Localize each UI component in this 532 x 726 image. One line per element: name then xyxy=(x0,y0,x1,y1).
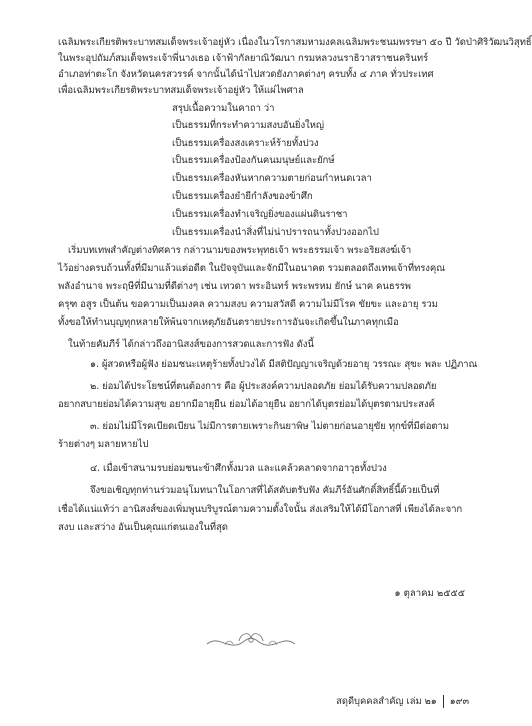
benefit-3-line-1: ๓. ย่อมไม่มีโรคเบียดเบียน ไม่มีการตายเพราะกินยาพิษ ไม่ตายก่อนอายุขัย ทุกข์ที่มีต่อตาม xyxy=(90,421,449,432)
footer-divider xyxy=(443,695,444,708)
closing-line-1: จึงขอเชิญทุกท่านร่วมอนุโมทนาในโอกาสที่ได้สดับตรับฟัง คัมภีร์อันศักดิ์สิทธิ์นี้ด้วยเป็นที่ xyxy=(90,485,440,496)
book-title: สดุดีบุคคลสำคัญ เล่ม ๒๑ xyxy=(336,696,437,707)
page-footer xyxy=(336,694,469,709)
closing-line-2: เชื่อได้แน่แท้ว่า อานิสงส์ของเพิ่มพูนบริบูรณ์ตามความตั้งใจนั้น ส่งเสริมให้ได้มีโอกาสที่ เพียงได้ละจาก xyxy=(58,504,463,515)
paragraph1-line-1: เฉลิมพระเกียรติพระบาทสมเด็จพระเจ้าอยู่หัว เนื่องในวโรกาสมหามงคลเฉลิมพระชนมพรรษา ๕๐ ปี วัดป่าศิริวัฒนวิสุทธิ์ xyxy=(58,37,532,48)
verse-line-8: เป็นธรรมเครื่องนำสิ่งที่ไม่น่าปรารถนาทั้งปวงออกไป xyxy=(172,227,379,238)
benefit-4: ๔. เมื่อเข้าสนามรบย่อมชนะข้าศึกทั้งมวล และแคล้วคลาดจากอาวุธทั้งปวง xyxy=(90,463,387,474)
verse-line-4: เป็นธรรมเครื่องป้องกันคนมนุษย์และยักษ์ xyxy=(172,155,335,166)
page-number: ๑๙๓ xyxy=(449,696,469,707)
closing-line-3: สงบ และสว่าง อันเป็นคุณแก่ตนเองในที่สุด xyxy=(58,522,228,533)
verse-line-2: เป็นธรรมที่กระทำความสงบอันยิ่งใหญ่ xyxy=(172,120,324,131)
verse-line-5: เป็นธรรมเครื่องหันหากความตายก่อนกำหนดเวลา xyxy=(172,173,372,184)
document-date: ๑ ตุลาคม ๒๕๕๕ xyxy=(394,588,465,599)
verse-line-7: เป็นธรรมเครื่องทำเจริญยิ่งของแผ่นดินราชา xyxy=(172,209,348,220)
benefits-intro: ในท้ายคัมภีร์ ได้กล่าวถึงอานิสงส์ของการสวดและการฟัง ดังนี้ xyxy=(68,339,314,350)
paragraph1-line-3: อำเภอท่าตะโก จังหวัดนครสวรรค์ จากนั้นได้นำไปสวดยังภาคต่างๆ ครบทั้ง ๔ ภาค ทั่วประเทศ xyxy=(58,69,434,80)
paragraph2-line-3: พลังอำนาจ พระฤษีที่มีนามที่ดีต่างๆ เช่น เทวดา พระอินทร์ พระพรหม ยักษ์ นาค คนธรรพ xyxy=(58,281,411,292)
paragraph2-line-4: ครุฑ อสูร เป็นต้น ขอความเป็นมงคล ความสงบ ความสวัสดี ความไม่มีโรค ขัยขะ และอายุ รวม xyxy=(58,299,438,310)
paragraph2-line-2: ไว้อย่างครบถ้วนทั้งที่มีมาแล้วแต่อดีต ในปัจจุบันและจักมีในอนาคต รวมตลอดถึงเทพเจ้าที่ทรงคุณ xyxy=(58,263,446,274)
paragraph1-line-2: ในพระอุปถัมภ์สมเด็จพระเจ้าพี่นางเธอ เจ้าฟ้ากัลยาณิวัฒนา กรมหลวงนราธิวาสราชนครินทร์ xyxy=(58,53,429,64)
benefit-2-line-2: อยากสบายย่อมได้ความสุข อยากมีอายุยืน ย่อมได้อายุยืน อยากได้บุตรย่อมได้บุตรตามประสงค์ xyxy=(58,399,435,410)
floral-ornament-icon xyxy=(203,626,299,654)
benefit-2-line-1: ๒. ย่อมได้ประโยชน์ที่ตนต้องการ คือ ผู้ประสงค์ความปลอดภัย ย่อมได้รับความปลอดภัย xyxy=(90,381,437,392)
benefit-1: ๑. ผู้สวดหรือผู้ฟัง ย่อมชนะเหตุร้ายทั้งปวงได้ มีสติปัญญาเจริญด้วยอายุ วรรณะ สุขะ พละ ปฏิภาณ xyxy=(90,359,478,370)
verse-line-6: เป็นธรรมเครื่องยำยีกำลังของข้าศึก xyxy=(172,191,313,202)
paragraph2-line-1: เริ่มบทเทพสำคัญต่างทิศคาร กล่าวนามของพระพุทธเจ้า พระธรรมเจ้า พระอริยสงฆ์เจ้า xyxy=(68,245,412,256)
benefit-3-line-2: ร้ายต่างๆ มลายหายไป xyxy=(58,439,149,450)
verse-line-1: สรุปเนื้อความในคาถา ว่า xyxy=(172,103,275,114)
paragraph1-line-4: เพื่อเฉลิมพระเกียรติพระบาทสมเด็จพระเจ้าอยู่หัว ให้แผ่ไพศาล xyxy=(58,85,304,96)
verse-line-3: เป็นธรรมเครื่องสงเคราะห์ร้ายทั้งปวง xyxy=(172,138,319,149)
paragraph2-line-5: ทั้งขอให้ทำนบุญทุกหลายให้พ้นจากเหตุภัยอันตรายประการอันจะเกิดขึ้นในภาคทุกเมือ xyxy=(58,317,399,328)
